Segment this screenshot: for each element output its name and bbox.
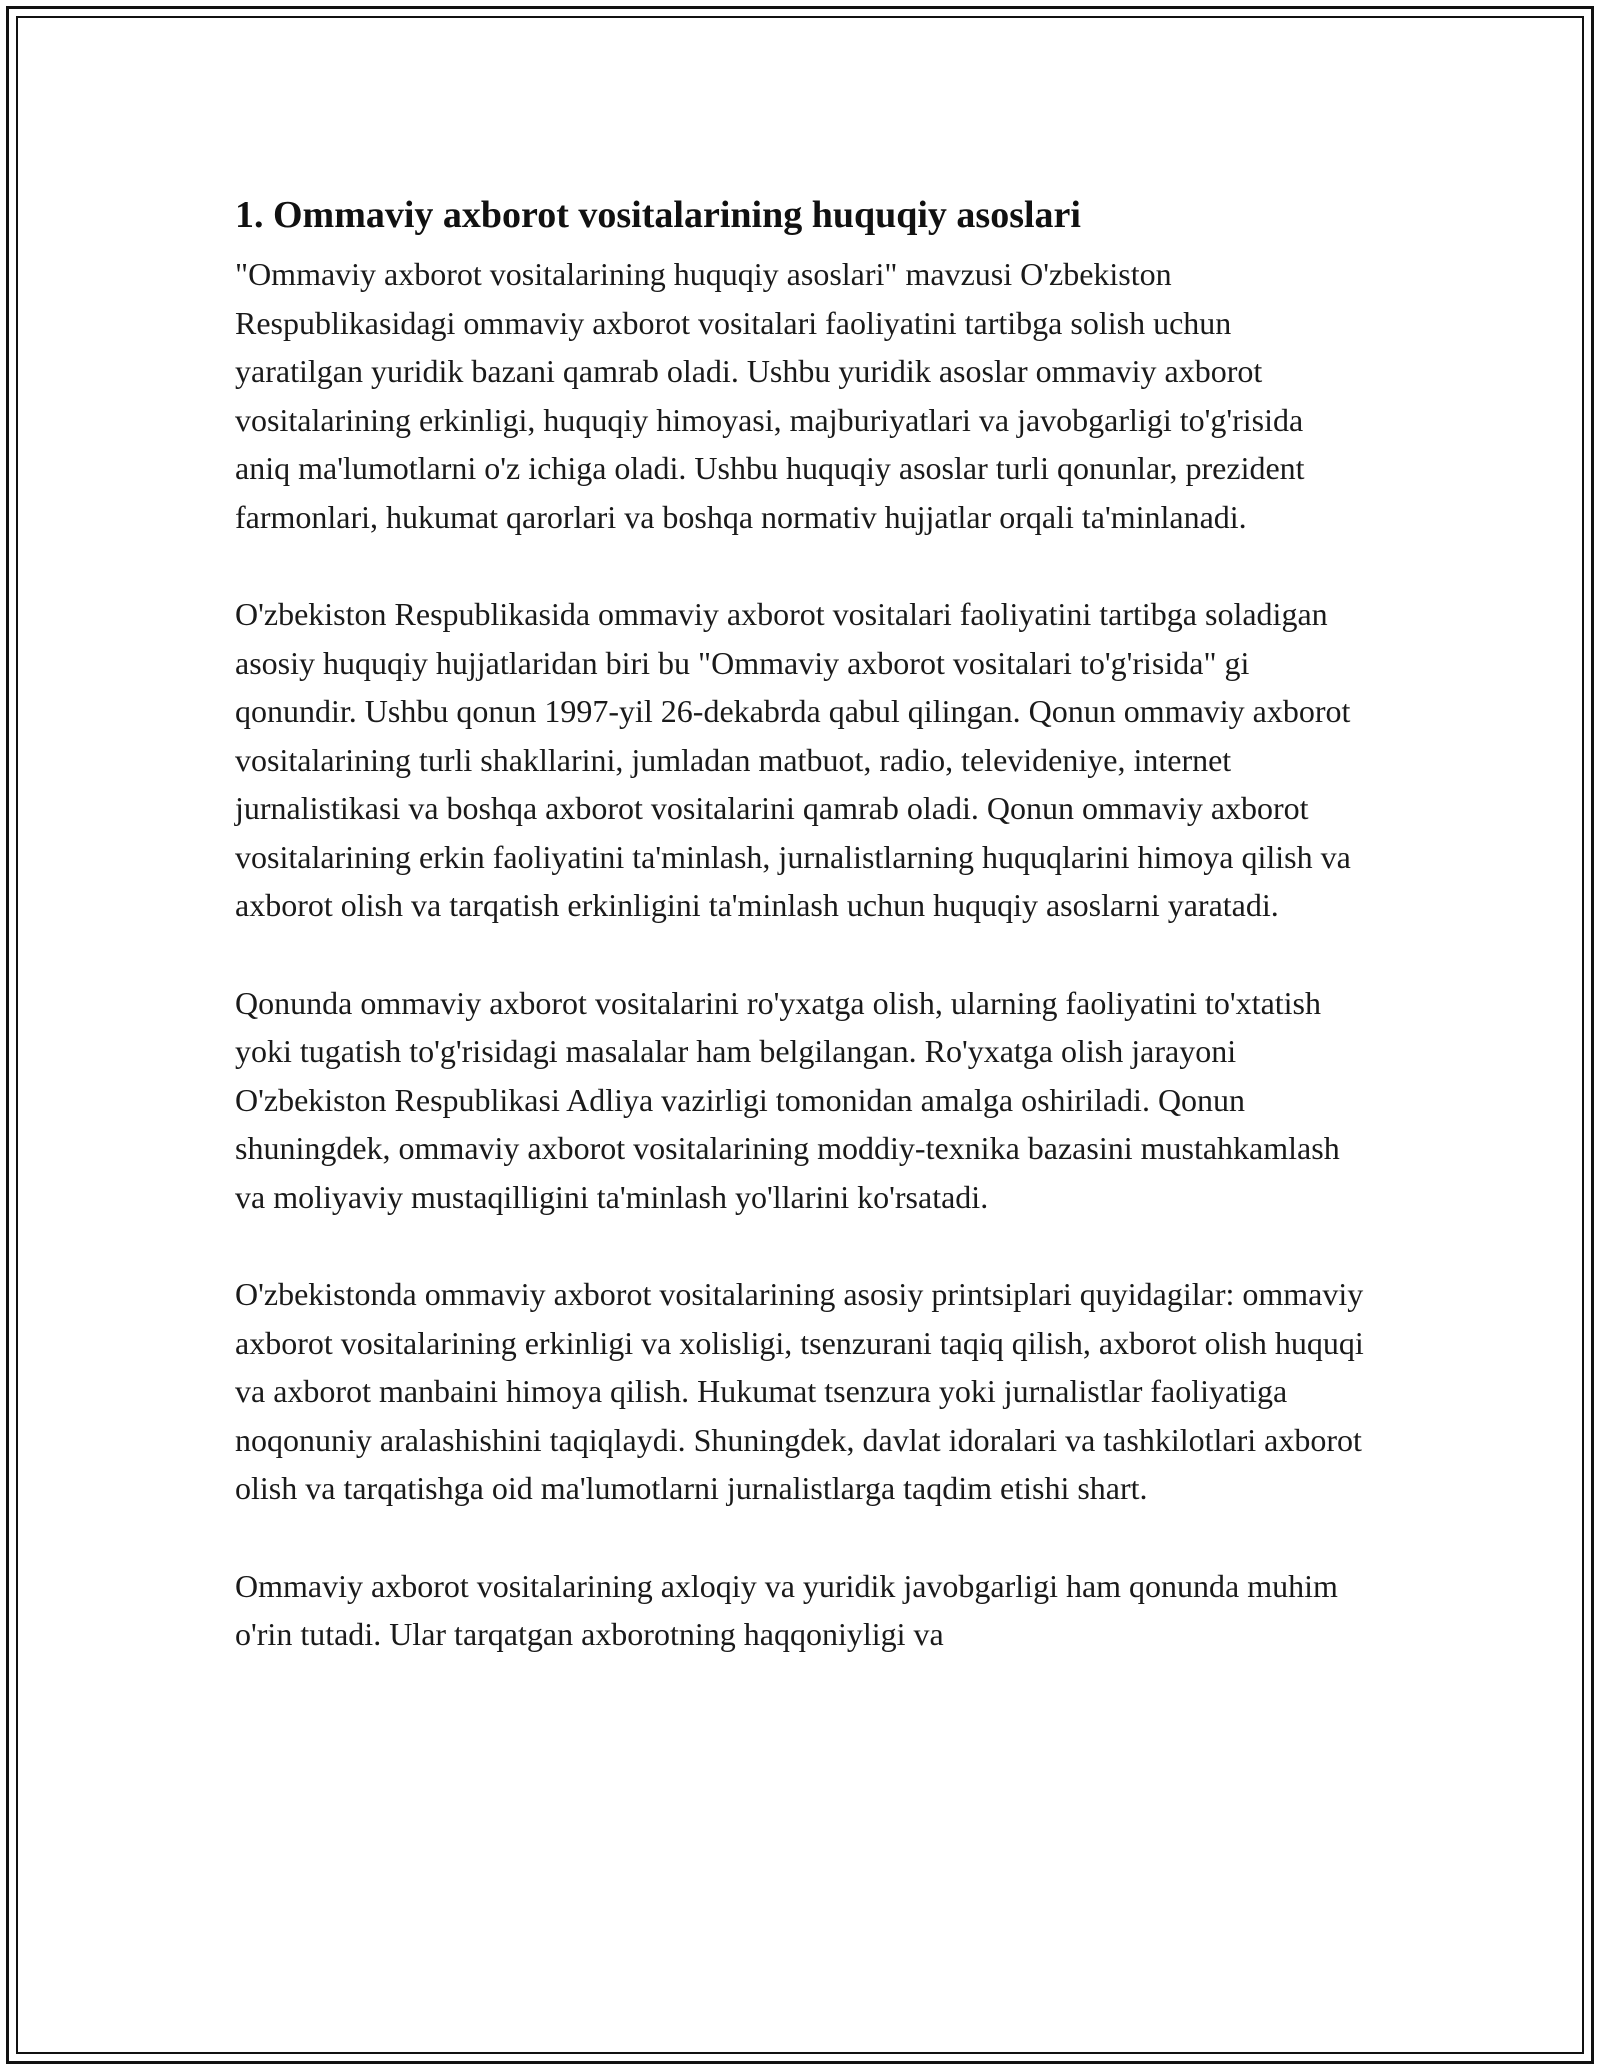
paragraph-3: Qonunda ommaviy axborot vositalarini ro'yxatga olish, ularning faoliyatini to'xtatish yoki tugatish to'g'risidagi masalalar ham belgilangan. Ro'yxatga olish jarayoni O'zbekiston Respublikasi Adliya vazirligi tomonidan amalga oshiriladi. Qonun shuningdek, ommaviy axborot vositalarining moddiy-texnika bazasini mustahkamlash va moliyaviy mustaqilligini ta'minlash yo'llarini ko'rsatadi. [235, 984, 1340, 1215]
paragraph-1: "Ommaviy axborot vositalarining huquqiy asoslari" mavzusi O'zbekiston Respublikasidagi ommaviy axborot vositalari faoliyatini tartibga solish uchun yaratilgan yuridik bazani qamrab oladi. Ushbu yuridik asoslar ommaviy axborot vositalarining erkinligi, huquqiy himoyasi, majburiyatlari va javobgarligi to'g'risida aniq ma'lumotlarni o'z ichiga oladi. Ushbu huquqiy asoslar turli qonunlar, prezident farmonlari, hukumat qarorlari va boshqa normativ hujjatlar orqali ta'minlanadi. [235, 256, 1305, 535]
paragraph-5: Ommaviy axborot vositalarining axloqiy va yuridik javobgarligi ham qonunda muhim o'rin tutadi. Ular tarqatgan axborotning haqqoniyligi va [235, 1567, 1338, 1652]
document-body [235, 180, 1365, 1708]
section-title: 1. Ommaviy axborot vositalarining huquqiy asoslari [235, 194, 1081, 236]
paragraph-2: O'zbekiston Respublikasida ommaviy axborot vositalari faoliyatini tartibga soladigan asosiy huquqiy hujjatlaridan biri bu "Ommaviy axborot vositalari to'g'risida" gi qonundir. Ushbu qonun 1997-yil 26-dekabrda qabul qilingan. Qonun ommaviy axborot vositalarining turli shakllarini, jumladan matbuot, radio, televideniye, internet jurnalistikasi va boshqa axborot vositalarini qamrab oladi. Qonun ommaviy axborot vositalarining erkin faoliyatini ta'minlash, jurnalistlarning huquqlarini himoya qilish va axborot olish va tarqatish erkinligini ta'minlash uchun huquqiy asoslarni yaratadi. [235, 596, 1351, 923]
paragraph-4: O'zbekistonda ommaviy axborot vositalarining asosiy printsiplari quyidagilar: ommaviy axborot vositalarining erkinligi va xolisligi, tsenzurani taqiq qilish, axborot olish huquqi va axborot manbaini himoya qilish. Hukumat tsenzura yoki jurnalistlar faoliyatiga noqonuniy aralashishini taqiqlaydi. Shuningdek, davlat idoralari va tashkilotlari axborot olish va tarqatishga oid ma'lumotlarni jurnalistlarga taqdim etishi shart. [235, 1276, 1364, 1506]
